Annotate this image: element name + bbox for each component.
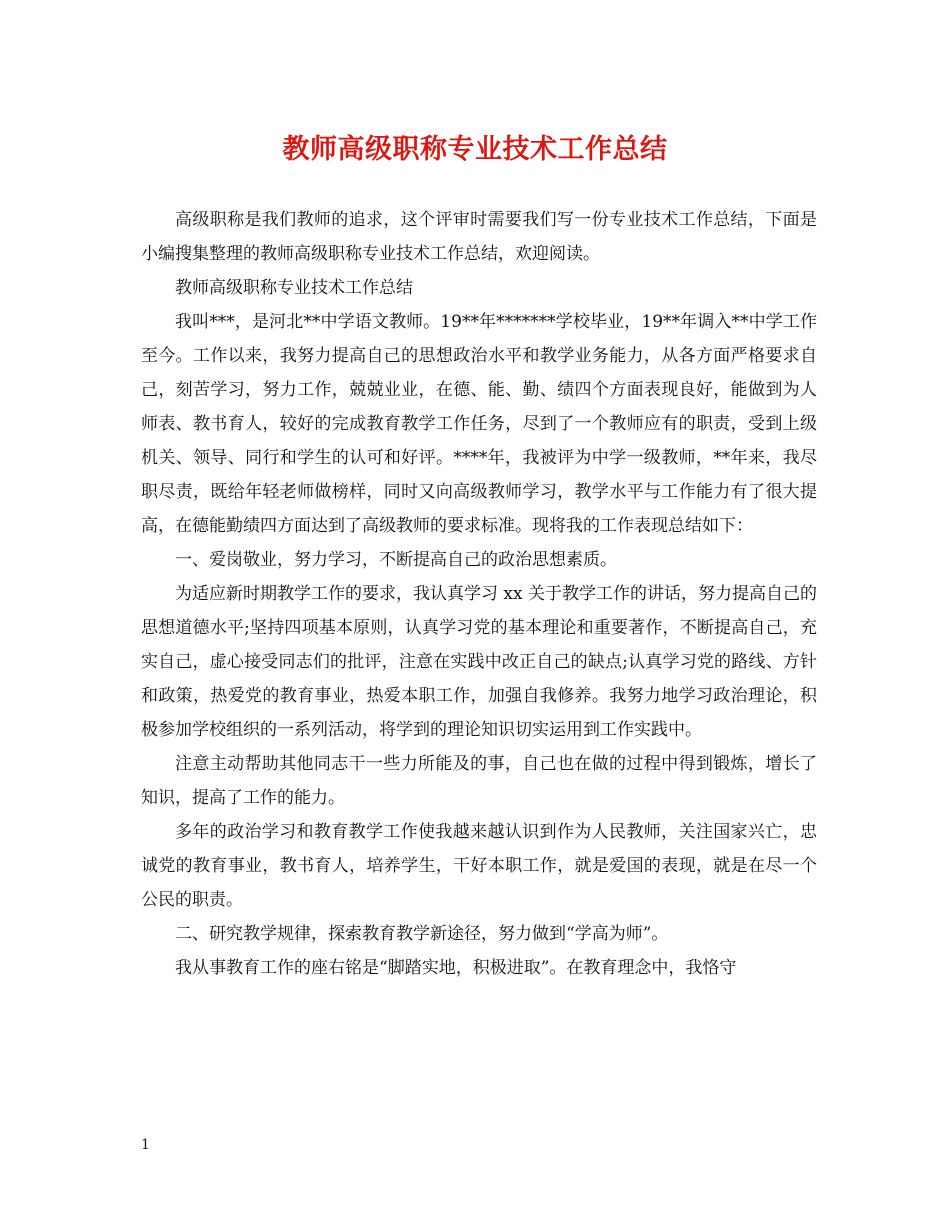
section-heading-2: 二、研究教学规律，探索教育教学新途径，努力做到“学高为师”。 bbox=[175, 924, 669, 944]
paragraph-patriotism: 多年的政治学习和教育教学工作使我越来越认识到作为人民教师，关注国家兴亡，忠诚党的教育事业，教书育人，培养学生，干好本职工作，就是爱国的表现，就是在尽一个公民的职责。 bbox=[141, 822, 817, 910]
paragraph-intro: 高级职称是我们教师的追求，这个评审时需要我们写一份专业技术工作总结，下面是小编搜集整理的教师高级职称专业技术工作总结，欢迎阅读。 bbox=[141, 210, 817, 264]
paragraph-subtitle: 教师高级职称专业技术工作总结 bbox=[175, 278, 413, 298]
paragraph-helping-colleagues: 注意主动帮助其他同志干一些力所能及的事，自己也在做的过程中得到锻炼，增长了知识，提高了工作的能力。 bbox=[141, 754, 817, 808]
section-heading-1: 一、爱岗敬业，努力学习，不断提高自己的政治思想素质。 bbox=[175, 550, 617, 570]
document-body bbox=[141, 203, 817, 985]
paragraph-motto: 我从事教育工作的座右铭是“脚踏实地，积极进取”。在教育理念中，我恪守 bbox=[175, 958, 737, 978]
page-number: 1 bbox=[141, 1137, 150, 1153]
paragraph-self-introduction: 我叫***，是河北**中学语文教师。19**年*******学校毕业，19**年调入**中学工作至今。工作以来，我努力提高自己的思想政治水平和教学业务能力，从各方面严格要求自己，刻苦学习，努力工作，兢兢业业，在德、能、勤、绩四个方面表现良好，能做到为人师表、教书育人，较好的完成教育教学工作任务，尽到了一个教师应有的职责，受到上级机关、领导、同行和学生的认可和好评。****年，我被评为中学一级教师，**年来，我尽职尽责，既给年轻老师做榜样，同时又向高级教师学习，教学水平与工作能力有了很大提高，在德能勤绩四方面达到了高级教师的要求标准。现将我的工作表现总结如下： bbox=[141, 312, 817, 536]
document-title: 教师高级职称专业技术工作总结 bbox=[282, 134, 668, 165]
paragraph-political-study: 为适应新时期教学工作的要求，我认真学习 xx 关于教学工作的讲话，努力提高自己的思想道德水平;坚持四项基本原则，认真学习党的基本理论和重要著作，不断提高自己，充实自己，虚心接受同志们的批评，注意在实践中改正自己的缺点;认真学习党的路线、方针和政策，热爱党的教育事业，热爱本职工作，加强自我修养。我努力地学习政治理论，积极参加学校组织的一系列活动，将学到的理论知识切实运用到工作实践中。 bbox=[141, 584, 817, 740]
